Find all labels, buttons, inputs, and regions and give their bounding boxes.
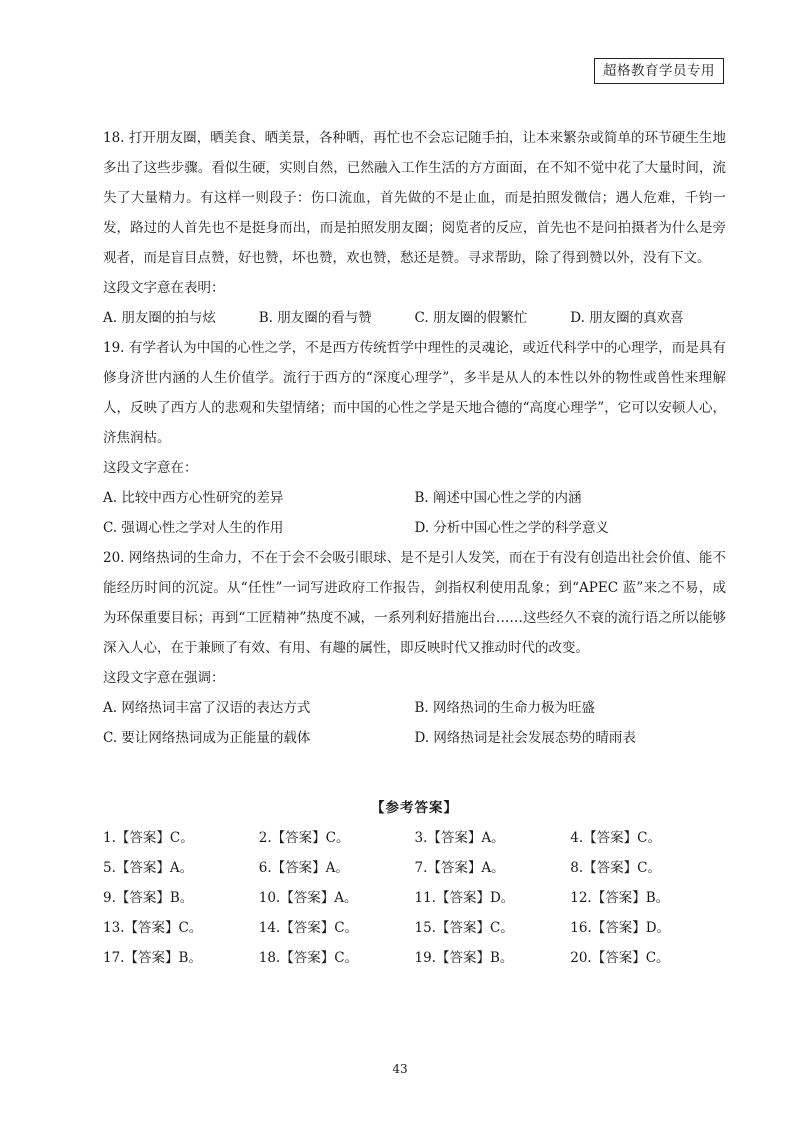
answer-item: 6.【答案】A。 [258,860,349,876]
option-c: C. 朋友圈的假繁忙 [414,310,528,326]
answer-item: 20.【答案】C。 [570,950,670,966]
answer-key-grid [103,823,726,973]
question-19 [103,333,726,543]
page-number: 43 [392,1062,408,1076]
answer-key-title: 【参考答案】 [371,800,458,816]
answer-item: 16.【答案】D。 [570,920,671,936]
page-content [103,123,726,973]
option-a: A. 比较中西方心性研究的差异 [103,490,284,506]
answer-item: 9.【答案】B。 [103,890,194,906]
question-text: 20. 网络热词的生命力，不在于会不会吸引眼球、是不是引人发笑，而在于有没有创造出社会价值、能不能经历时间的沉淀。从“任性”一词写进政府工作报告，剑指权利使用乱象；到“APEC 蓝”来之不易，成为环保重要目标；再到“工匠精神”热度不减，一系列利好措施出台……这些经久不衰的流行语之所以能够深入人心，在于兼顾了有效、有用、有趣的属性，即反映时代又推动时代的改变。 [103,550,726,656]
answer-item: 15.【答案】C。 [414,920,514,936]
answer-item: 5.【答案】A。 [103,860,194,876]
answer-item: 18.【答案】C。 [258,950,359,966]
answer-item: 10.【答案】A。 [258,890,358,906]
answer-item: 8.【答案】C。 [570,860,661,876]
question-20 [103,543,726,753]
question-prompt: 这段文字意在强调： [103,670,225,686]
question-text: 18. 打开朋友圈，晒美食、晒美景，各种晒，再忙也不会忘记随手拍，让本来繁杂或简单的环节硬生生地多出了这些步骤。看似生硬，实则自然，已然融入工作生活的方方面面，在不知不觉中花了大量时间，流失了大量精力。有这样一则段子：伤口流血，首先做的不是止血，而是拍照发微信；遇人危难，千钧一发，路过的人首先也不是挺身而出，而是拍照发朋友圈；阅览者的反应，首先也不是问拍摄者为什么是旁观者，而是盲目点赞，好也赞，坏也赞，欢也赞，愁还是赞。寻求帮助，除了得到赞以外，没有下文。 [103,130,726,266]
answer-item: 2.【答案】C。 [258,830,350,846]
option-b: B. 朋友圈的看与赞 [258,310,372,326]
option-c: C. 要让网络热词成为正能量的载体 [103,730,311,746]
option-a: A. 朋友圈的拍与炫 [103,310,216,326]
header-label: 超格教育学员专用 [594,58,724,84]
option-a: A. 网络热词丰富了汉语的表达方式 [103,700,311,716]
options-row [103,723,726,753]
answer-item: 17.【答案】B。 [103,950,202,966]
option-d: D. 朋友圈的真欢喜 [570,310,684,326]
options-row [103,693,726,723]
answer-item: 13.【答案】C。 [103,920,203,936]
option-c: C. 强调心性之学对人生的作用 [103,520,284,536]
question-prompt: 这段文字意在表明： [103,280,225,296]
option-d: D. 网络热词是社会发展态势的晴雨表 [414,730,636,746]
options-row [103,483,726,513]
option-b: B. 阐述中国心性之学的内涵 [414,490,582,506]
answer-item: 7.【答案】A。 [414,860,505,876]
question-text: 19. 有学者认为中国的心性之学，不是西方传统哲学中理性的灵魂论，或近代科学中的心理学，而是具有修身济世内涵的人生价值学。流行于西方的“深度心理学”，多半是从人的本性以外的物性或兽性来理解人，反映了西方人的悲观和失望情绪；而中国的心性之学是天地合德的“高度心理学”，它可以安顿人心，济焦润枯。 [103,340,726,446]
answer-item: 12.【答案】B。 [570,890,670,906]
answer-item: 1.【答案】C。 [103,830,194,846]
answer-item: 4.【答案】C。 [570,830,661,846]
options-row [103,513,726,543]
question-18 [103,123,726,333]
answer-item: 19.【答案】B。 [414,950,514,966]
option-d: D. 分析中国心性之学的科学意义 [414,520,609,536]
option-b: B. 网络热词的生命力极为旺盛 [414,700,596,716]
answer-item: 3.【答案】A。 [414,830,505,846]
question-prompt: 这段文字意在： [103,460,198,476]
answer-item: 14.【答案】C。 [258,920,359,936]
options-row [103,303,726,333]
answer-item: 11.【答案】D。 [414,890,515,906]
